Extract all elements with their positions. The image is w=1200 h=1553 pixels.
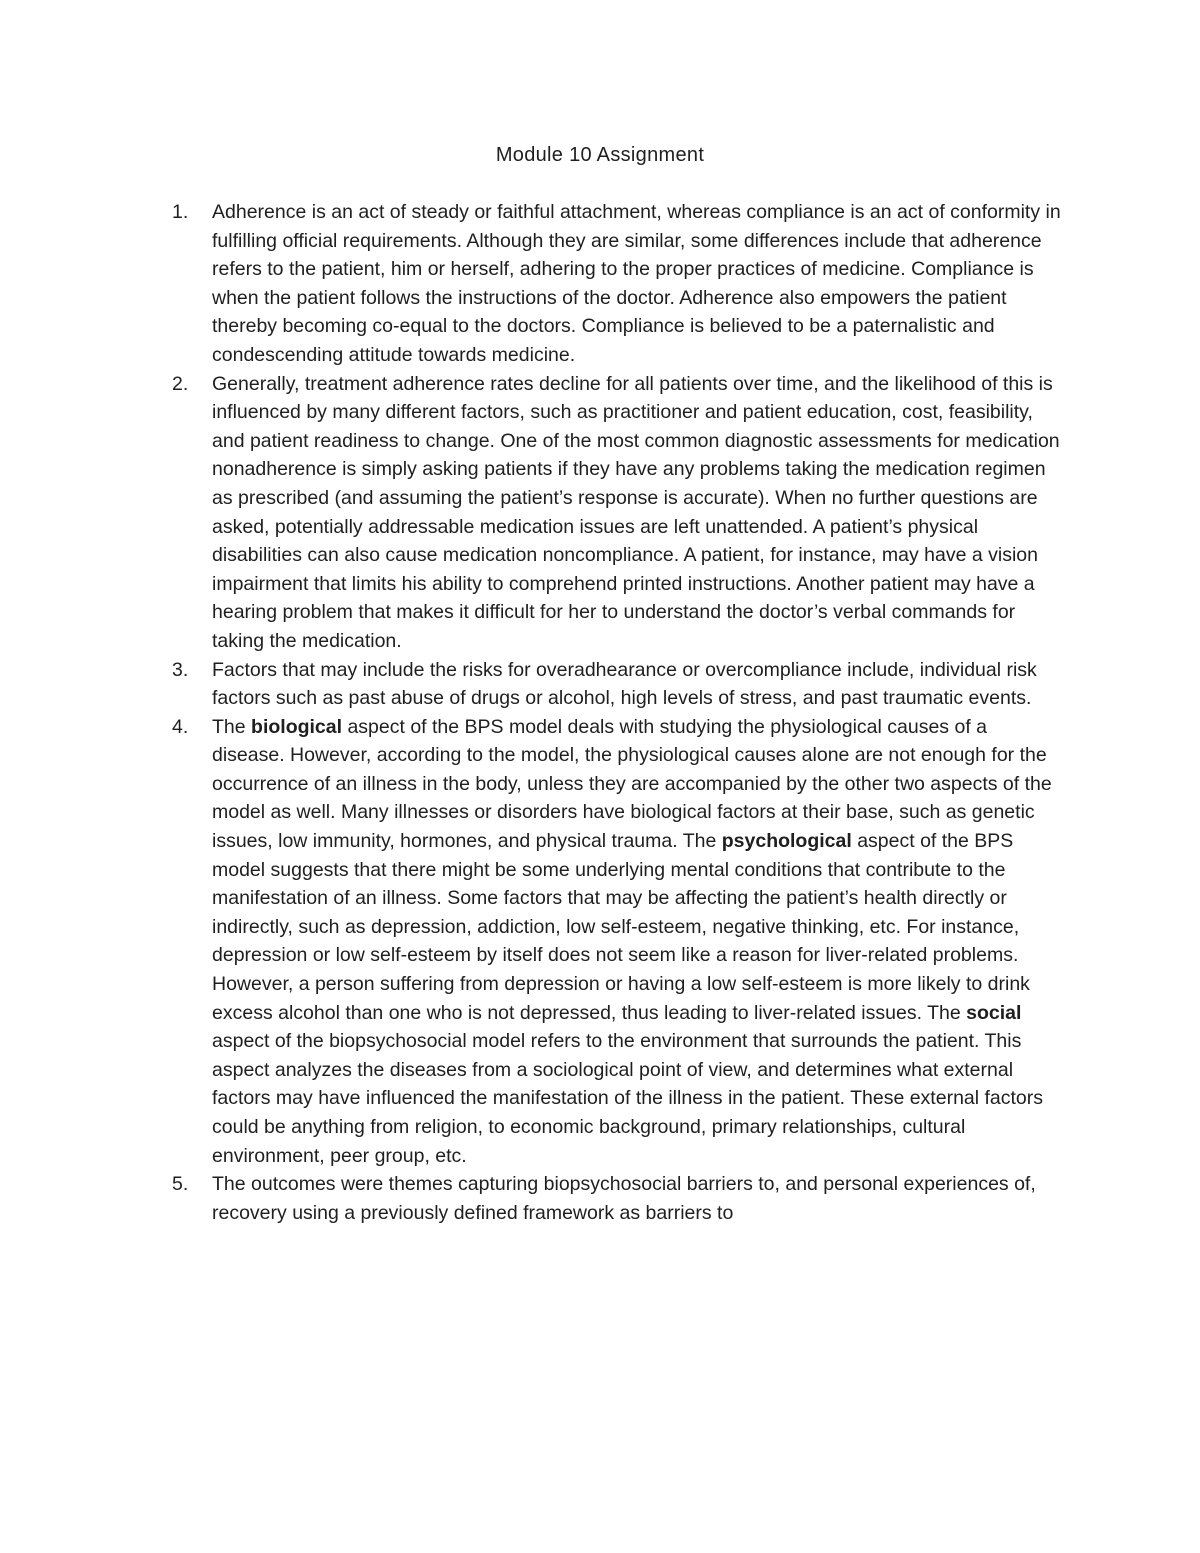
text-run: Adherence is an act of steady or faithful attachment, whereas compliance is an act of conformity in fulfilling official requirements. Although they are similar, some differences include that adherence refers to the patient, him or herself, adhering to the proper practices of medicine. Compliance is when the patient follows the instructions of the doctor. Adherence also empowers the patient thereby becoming co-equal to the doctors. Compliance is believed to be a paternalistic and condescending attitude towards medicine. xyxy=(212,201,1061,366)
list-item xyxy=(168,370,1063,656)
text-run: aspect of the BPS model suggests that there might be some underlying mental conditions that contribute to the manifestation of an illness. Some factors that may be affecting the patient’s health directly or indirectly, such as depression, addiction, low self-esteem, negative thinking, etc. For instance, depression or low self-esteem by itself does not seem like a reason for liver-related problems. However, a person suffering from depression or having a low self-esteem is more likely to drink excess alcohol than one who is not depressed, thus leading to liver-related issues. The xyxy=(212,830,1030,1024)
list-item xyxy=(168,1170,1063,1227)
list-item xyxy=(168,198,1063,370)
text-run: The outcomes were themes capturing biopsychosocial barriers to, and personal experiences of, recovery using a previously defined framework as barriers to xyxy=(212,1173,1036,1224)
list-item xyxy=(168,713,1063,1171)
list-item-number: 2. xyxy=(172,372,189,395)
text-run: Factors that may include the risks for overadhearance or overcompliance include, individual risk factors such as past abuse of drugs or alcohol, high levels of stress, and past traumatic events. xyxy=(212,658,1037,710)
text-run: Generally, treatment adherence rates decline for all patients over time, and the likelihood of this is influenced by many different factors, such as practitioner and patient education, cost, feasibility, and patient readiness to change. One of the most common diagnostic assessments for medication nonadherence is simply asking patients if they have any problems taking the medication regimen as prescribed (and assuming the patient’s response is accurate). When no further questions are asked, potentially addressable medication issues are left unattended. A patient’s physical disabilities can also cause medication noncompliance. A patient, for instance, may have a vision impairment that limits his ability to comprehend printed instructions. Another patient may have a hearing problem that makes it difficult for her to understand the doctor’s verbal commands for taking the medication. xyxy=(212,372,1060,652)
list-item-number: 1. xyxy=(172,201,189,223)
list-item-number: 3. xyxy=(172,658,189,681)
list-item-text xyxy=(212,716,1052,1167)
list-item xyxy=(168,656,1063,713)
bold-term: psychological xyxy=(721,830,852,853)
document-title: Module 10 Assignment xyxy=(495,144,705,166)
list-item-number: 4. xyxy=(172,715,189,738)
list-item-text xyxy=(212,201,1061,366)
bold-term: social xyxy=(966,1001,1022,1024)
bold-term: biological xyxy=(251,715,343,738)
text-run: aspect of the BPS model deals with studying the physiological causes of a disease. However, according to the model, the physiological causes alone are not enough for the occurrence of an illness in the body, unless they are accompanied by the other two aspects of the model as well. Many illnesses or disorders have biological factors at their base, such as genetic issues, low immunity, hormones, and physical trauma. The xyxy=(212,715,1052,853)
answer-list xyxy=(168,198,1063,1227)
list-item-text xyxy=(212,373,1060,652)
list-item-text xyxy=(212,659,1037,710)
text-run: The xyxy=(212,715,252,738)
list-item-number: 5. xyxy=(172,1173,189,1196)
text-run: aspect of the biopsychosocial model refers to the environment that surrounds the patient. This aspect analyzes the diseases from a sociological point of view, and determines what external factors may have influenced the manifestation of the illness in the patient. These external factors could be anything from religion, to economic background, primary relationships, cultural environment, peer group, etc. xyxy=(212,1030,1044,1167)
list-item-text xyxy=(212,1173,1036,1224)
